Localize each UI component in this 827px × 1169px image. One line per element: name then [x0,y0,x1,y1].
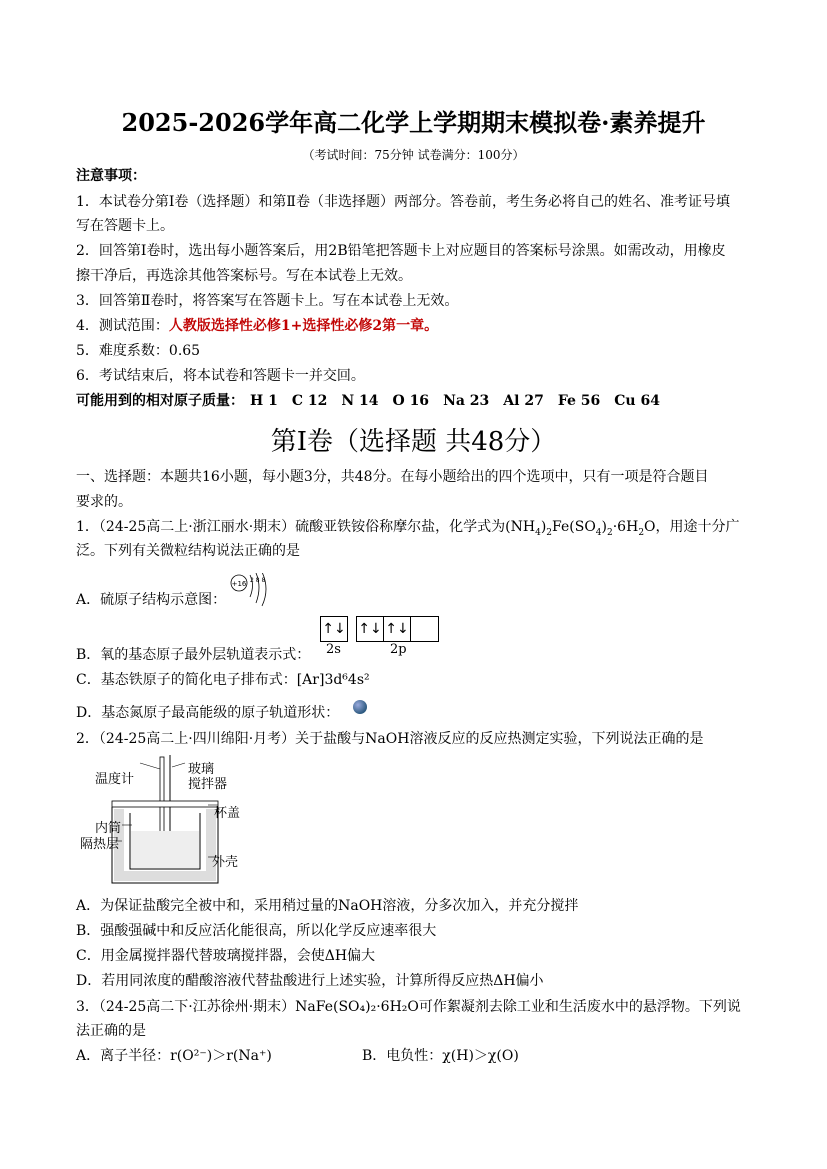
atom-mass: Cu 64 [614,393,660,409]
q3-stem-cont: 法正确的是 [76,1023,146,1039]
atom-mass: Na 23 [443,393,490,409]
orbital-2s: ↑↓ [322,621,346,637]
orbital-2s-label: 2s [326,642,341,657]
scope-label: 4．测试范围： [76,318,169,334]
q2-stem: 2．（24-25高二上·四川绵阳·月考）关于盐酸与NaOH溶液反应的反应热测定实验，下列说法正确的是 [76,731,704,747]
section-intro: 要求的。 [76,494,132,510]
atom-mass: O 16 [392,393,430,409]
note-line: 擦干净后，再选涂其他答案标号。写在本试卷上无效。 [76,268,412,284]
orbital-2p-2: ↑↓ [384,617,411,641]
orbital-2s-box [320,616,348,642]
section-intro: 一、选择题：本题共16小题，每小题3分，共48分。在每小题给出的四个选项中，只有一项是符合题目 [76,469,709,485]
q1-stem: 1．（24-25高二上·浙江丽水·期末）硫酸亚铁铵俗称摩尔盐，化学式为$(NH_4)_2Fe(SO_4)_2\cdot 6H_2O$，用途十分广 [76,519,740,538]
q2-option-b: B．强酸强碱中和反应活化能很高，所以化学反应速率很大 [76,923,437,939]
label-inner-cup: 内筒 [95,820,122,835]
q3-stem: 3．（24-25高二下·江苏徐州·期末）NaFe(SO₄)₂·6H₂O可作絮凝剂去除工业和生活废水中的悬浮物。下列说 [76,999,741,1015]
label-shell: 外壳 [212,854,239,869]
atom-mass: H 1 [250,393,278,409]
notes-heading: 注意事项： [76,168,146,184]
sulfur-atom-diagram [230,573,274,607]
note-scope [76,316,438,336]
q2-option-a: A．为保证盐酸完全被中和，采用稍过量的NaOH溶液，分多次加入，并充分搅拌 [76,898,579,914]
q1-option-c: C．基态铁原子的简化电子排布式：[Ar]3d⁶4s² [76,672,370,688]
q3-option-b: B．电负性：χ(H)＞χ(O) [362,1048,519,1064]
atom-shell-label: 2 8 8 [250,577,266,584]
note-line: 3．回答第Ⅱ卷时，将答案写在答题卡上。写在本试卷上无效。 [76,293,459,309]
label-thermometer: 温度计 [95,771,135,786]
q1-option-d: D．基态氮原子最高能级的原子轨道形状： [76,705,340,721]
exam-info: （考试时间：75分钟 试卷满分：100分） [302,148,525,162]
orbital-2p-label: 2p [390,642,407,657]
orbital-2p-3 [411,617,438,641]
q1-stem-cont: 泛。下列有关微粒结构说法正确的是 [76,543,300,559]
note-line: 1．本试卷分第Ⅰ卷（选择题）和第Ⅱ卷（非选择题）两部分。答卷前，考生务必将自己的姓名、准考证号填 [76,194,730,210]
label-stirrer-1: 玻璃 [188,761,215,776]
atom-mass: Fe 56 [557,393,601,409]
atom-core-label: +16 [231,580,247,588]
page-title: 2025-2026学年高二化学上学期期末模拟卷·素养提升 [121,108,706,137]
atoms-label: 可能用到的相对原子质量： [76,393,244,409]
orbital-2p-box [356,616,439,642]
atomic-masses [76,391,674,411]
label-lid: 杯盖 [214,805,241,820]
atom-mass: Al 27 [503,393,544,409]
note-line: 写在答题卡上。 [76,218,174,234]
q3-option-a: A．离子半径：r(O²⁻)＞r(Na⁺) [76,1048,272,1064]
q1-option-b: B．氧的基态原子最外层轨道表示式： [76,647,311,663]
scope-value: 人教版选择性必修1+选择性必修2第一章。 [168,318,439,334]
note-line: 2．回答第Ⅰ卷时，选出每小题答案后，用2B铅笔把答题卡上对应题目的答案标号涂黑。如需改动，用橡皮 [76,243,726,259]
label-stirrer-2: 搅拌器 [188,776,228,791]
orbital-2p-1: ↑↓ [357,617,384,641]
q2-option-c: C．用金属搅拌器代替玻璃搅拌器，会使ΔH偏大 [76,948,376,964]
s-orbital-sphere-icon [353,700,367,714]
q2-option-d: D．若用同浓度的醋酸溶液代替盐酸进行上述实验，计算所得反应热ΔH偏小 [76,973,544,989]
note-end: 6．考试结束后，将本试卷和答题卡一并交回。 [76,368,365,384]
atom-mass: C 12 [291,393,328,409]
section-title: 第Ⅰ卷（选择题 共48分） [270,427,557,457]
label-insulation: 隔热层 [80,836,120,851]
q1-option-a: A．硫原子结构示意图： [76,592,227,608]
note-difficulty: 5．难度系数：0.65 [76,343,201,359]
atom-mass: N 14 [341,393,379,409]
